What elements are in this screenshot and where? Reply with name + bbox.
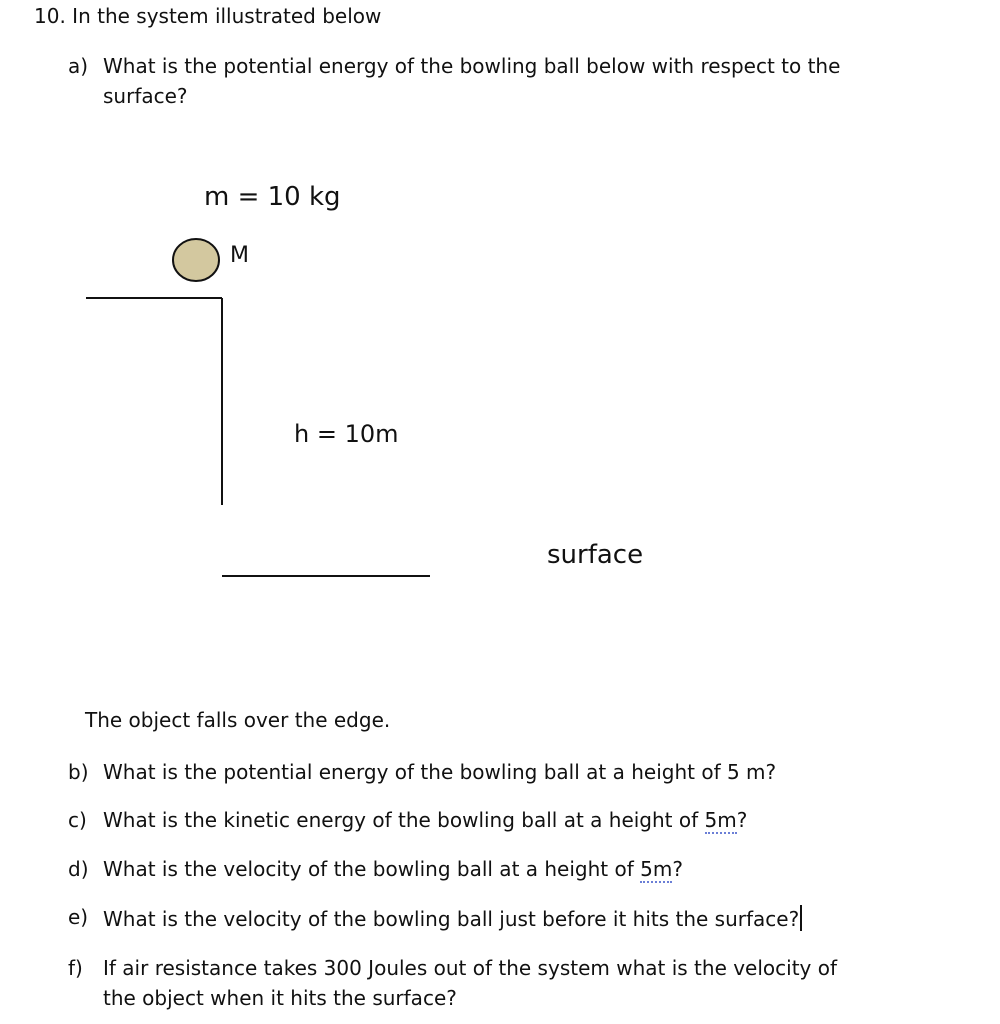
- part-d-text-before: What is the velocity of the bowling ball at a height of: [103, 857, 641, 881]
- part-b-text: What is the potential energy of the bowling ball at a height of 5 m?: [103, 760, 777, 784]
- mass-label: m = 10 kg: [204, 182, 341, 212]
- part-a-line1: What is the potential energy of the bowling ball below with respect to the: [103, 54, 841, 78]
- surface-label: surface: [547, 540, 644, 570]
- height-label: h = 10m: [294, 420, 399, 448]
- part-c-text: [103, 808, 747, 832]
- part-b-label: b): [68, 760, 89, 784]
- bowling-ball: [173, 239, 219, 281]
- part-c-label: c): [68, 808, 87, 832]
- text-cursor: [800, 905, 802, 931]
- part-d-text-after: ?: [672, 857, 683, 881]
- part-e-text-content: What is the velocity of the bowling ball just before it hits the surface?: [103, 907, 800, 931]
- part-f-line2: the object when it hits the surface?: [103, 986, 457, 1010]
- part-a-line2: surface?: [103, 84, 188, 108]
- part-c-text-before: What is the kinetic energy of the bowling ball at a height of: [103, 808, 705, 832]
- ball-label: M: [230, 243, 249, 268]
- part-f-line1: If air resistance takes 300 Joules out of the system what is the velocity of: [103, 956, 838, 980]
- part-c-underlined: 5m: [704, 808, 737, 832]
- part-d-label: d): [68, 857, 89, 881]
- part-c-text-after: ?: [736, 808, 748, 832]
- part-e-text[interactable]: [103, 905, 802, 931]
- part-d-text: [103, 857, 683, 881]
- part-a-label: a): [68, 54, 89, 78]
- question-title: 10. In the system illustrated below: [34, 4, 382, 28]
- part-e-label: e): [68, 905, 89, 929]
- part-f-label: f): [68, 956, 83, 980]
- followup-intro: The object falls over the edge.: [85, 708, 391, 732]
- part-d-underlined: 5m: [640, 857, 673, 881]
